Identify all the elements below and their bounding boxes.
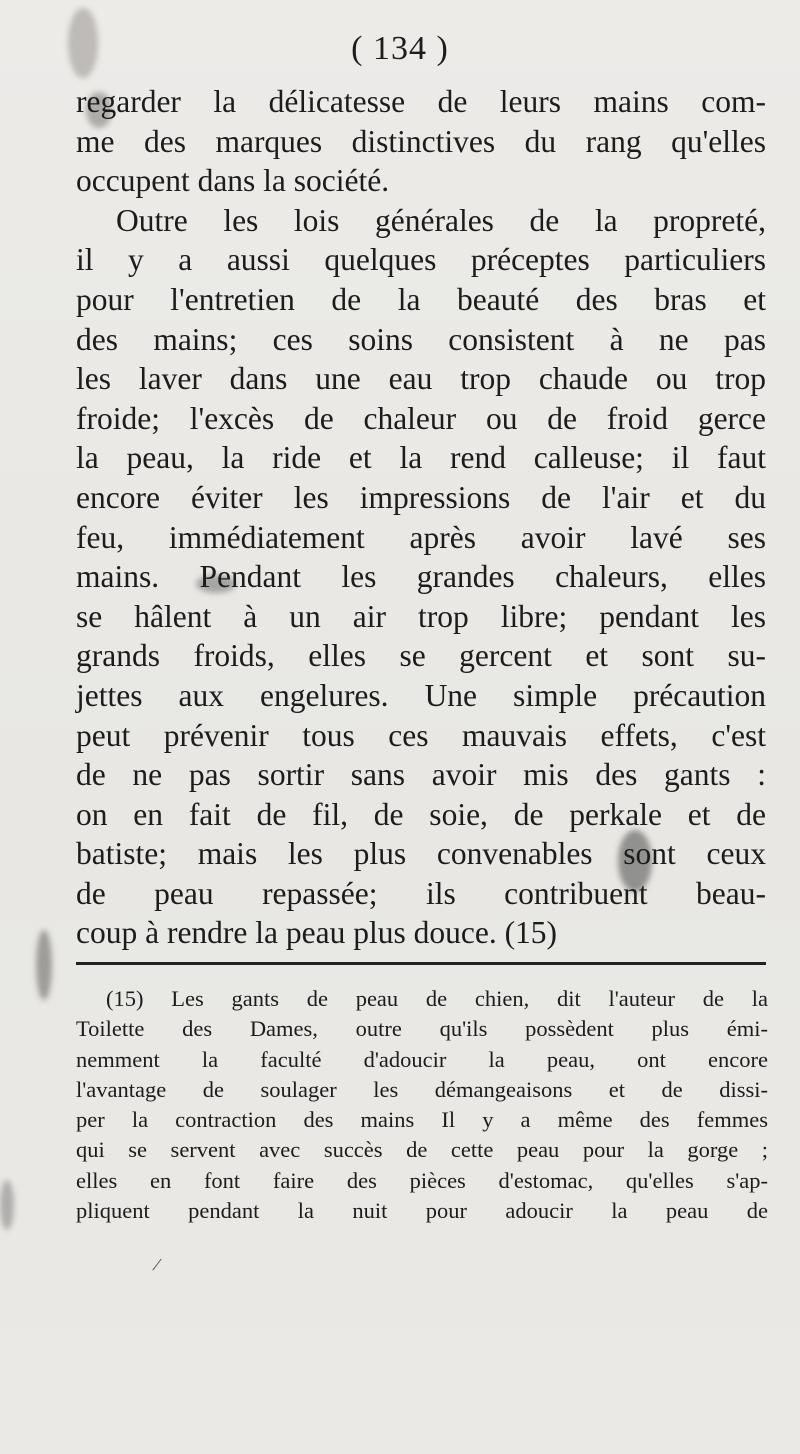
footnote-line: (15) Les gants de peau de chien, dit l'auteur de la	[106, 986, 768, 1011]
text-line: feu, immédiatement après avoir lavé ses	[76, 519, 766, 555]
text-line: batiste; mais les plus convenables sont ceux	[76, 836, 766, 872]
body-text	[76, 82, 766, 953]
footnote	[76, 984, 768, 1226]
text-line: mains. Pendant les grandes chaleurs, elles	[76, 559, 766, 595]
text-line: froide; l'excès de chaleur ou de froid gerce	[76, 400, 766, 436]
ink-stain	[0, 1180, 14, 1230]
text-line: pour l'entretien de la beauté des bras et	[76, 281, 766, 317]
footnote-line: per la contraction des mains Il y a même des femmes	[76, 1107, 768, 1133]
page-number: ( 134 )	[351, 30, 449, 67]
text-line: encore éviter les impressions de l'air et du	[76, 479, 766, 515]
ink-stain	[36, 930, 52, 1000]
text-line: me des marques distinctives du rang qu'elles	[76, 123, 766, 159]
footnote-line: qui se servent avec succès de cette peau pour la gorge ;	[76, 1137, 768, 1163]
footnote-line: l'avantage de soulager les démangeaisons et de dissi-	[76, 1076, 768, 1102]
pencil-mark: /	[150, 1253, 163, 1277]
footnote-line: pliquent pendant la nuit pour adoucir la peau de	[76, 1198, 768, 1224]
text-line: grands froids, elles se gercent et sont su-	[76, 638, 766, 674]
text-line: de ne pas sortir sans avoir mis des gants :	[76, 757, 766, 793]
text-line: jettes aux engelures. Une simple précaution	[76, 677, 766, 713]
text-line: occupent dans la société.	[76, 163, 390, 199]
text-line: de peau repassée; ils contribuent beau-	[76, 875, 766, 911]
text-line: les laver dans une eau trop chaude ou trop	[76, 361, 766, 397]
text-line: des mains; ces soins consistent à ne pas	[76, 321, 766, 357]
text-line: Outre les lois générales de la propreté,	[116, 202, 766, 238]
text-line: il y a aussi quelques préceptes particuliers	[76, 242, 766, 278]
text-line: regarder la délicatesse de leurs mains com-	[76, 84, 766, 119]
footnote-line: Toilette des Dames, outre qu'ils possèdent plus émi-	[76, 1016, 768, 1042]
footnote-divider	[76, 962, 766, 965]
footnote-line: elles en font faire des pièces d'estomac, qu'elles s'ap-	[76, 1167, 768, 1193]
text-line: peut prévenir tous ces mauvais effets, c'est	[76, 717, 766, 753]
text-line: coup à rendre la peau plus douce. (15)	[76, 915, 558, 951]
text-line: on en fait de fil, de soie, de perkale et de	[76, 796, 766, 832]
footnote-line: nemment la faculté d'adoucir la peau, ont encore	[76, 1046, 768, 1072]
text-line: se hâlent à un air trop libre; pendant les	[76, 598, 766, 634]
text-line: la peau, la ride et la rend calleuse; il faut	[76, 440, 766, 476]
